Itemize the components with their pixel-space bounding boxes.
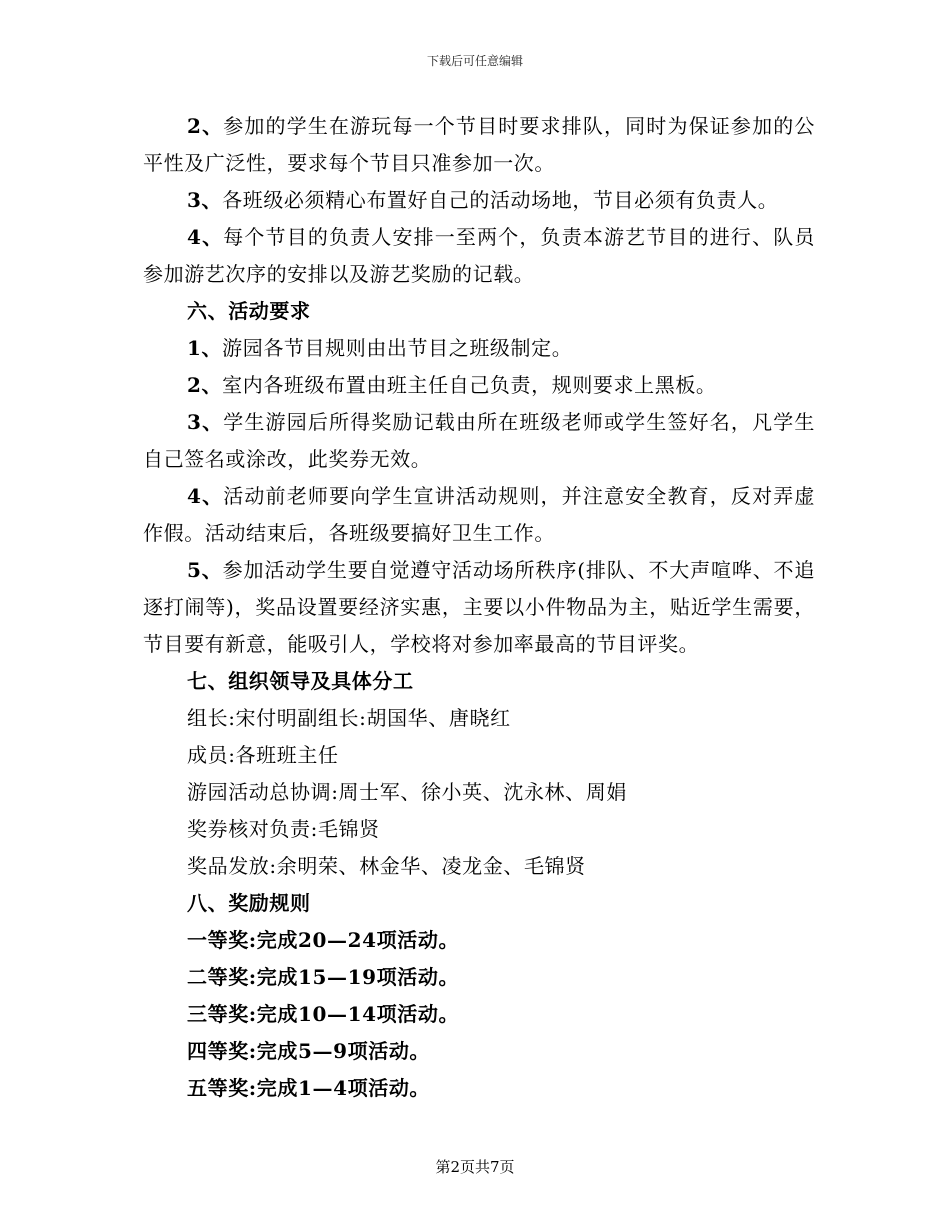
item-number: 5、 [187, 558, 223, 582]
item-number: 3、 [187, 188, 223, 212]
item-number: 1、 [187, 336, 223, 360]
award-line: 二等奖:完成15—19项活动。 [187, 965, 460, 989]
staff-line: 成员:各班班主任 [187, 743, 339, 767]
award-line: 四等奖:完成5—9项活动。 [187, 1039, 431, 1063]
award-line: 五等奖:完成1—4项活动。 [187, 1076, 431, 1100]
paragraph [143, 108, 815, 182]
staff-line: 游园活动总协调:周士军、徐小英、沈永林、周娟 [187, 780, 627, 804]
item-number: 3、 [187, 410, 224, 434]
item-text: 各班级必须精心布置好自己的活动场地，节目必须有负责人。 [222, 188, 779, 212]
item-text: 室内各班级布置由班主任自己负责，规则要求上黑板。 [222, 373, 717, 397]
item-number: 2、 [187, 114, 224, 138]
section-heading: 八、奖励规则 [187, 891, 311, 915]
paragraph [143, 330, 815, 367]
paragraph [143, 367, 815, 404]
item-number: 2、 [187, 373, 223, 397]
item-text: 学生游园后所得奖励记载由所在班级老师或学生签好名，凡学生自己签名或涂改，此奖券无效。 [143, 410, 815, 471]
award-line: 三等奖:完成10—14项活动。 [187, 1002, 460, 1026]
item-text: 活动前老师要向学生宣讲活动规则，并注意安全教育，反对弄虚作假。活动结束后，各班级要搞好卫生工作。 [143, 484, 815, 545]
award-line: 一等奖:完成20—24项活动。 [187, 928, 460, 952]
paragraph [143, 404, 815, 478]
staff-line: 奖品发放:余明荣、林金华、凌龙金、毛锦贤 [187, 854, 586, 878]
staff-line: 奖券核对负责:毛锦贤 [187, 817, 380, 841]
item-text: 每个节目的负责人安排一至两个，负责本游艺节目的进行、队员参加游艺次序的安排以及游艺奖励的记载。 [143, 225, 815, 286]
item-number: 4、 [187, 484, 224, 508]
paragraph [143, 182, 815, 219]
section-heading: 六、活动要求 [187, 299, 311, 323]
paragraph [143, 552, 815, 663]
item-text: 参加的学生在游玩每一个节目时要求排队，同时为保证参加的公平性及广泛性，要求每个节目只准参加一次。 [143, 114, 815, 175]
section-heading: 七、组织领导及具体分工 [187, 669, 414, 693]
paragraph [143, 478, 815, 552]
document-body [143, 108, 815, 1107]
page-header: 下载后可任意编辑 [426, 54, 523, 68]
item-number: 4、 [187, 225, 224, 249]
paragraph [143, 219, 815, 293]
item-text: 参加活动学生要自觉遵守活动场所秩序(排队、不大声喧哗、不追逐打闹等)，奖品设置要经济实惠，主要以小件物品为主，贴近学生需要，节目要有新意，能吸引人，学校将对参加率最高的节目评奖。 [143, 558, 816, 656]
item-text: 游园各节目规则由出节目之班级制定。 [222, 336, 573, 360]
page-footer: 第2页共7页 [435, 1158, 515, 1176]
staff-line: 组长:宋付明副组长:胡国华、唐晓红 [187, 706, 511, 730]
